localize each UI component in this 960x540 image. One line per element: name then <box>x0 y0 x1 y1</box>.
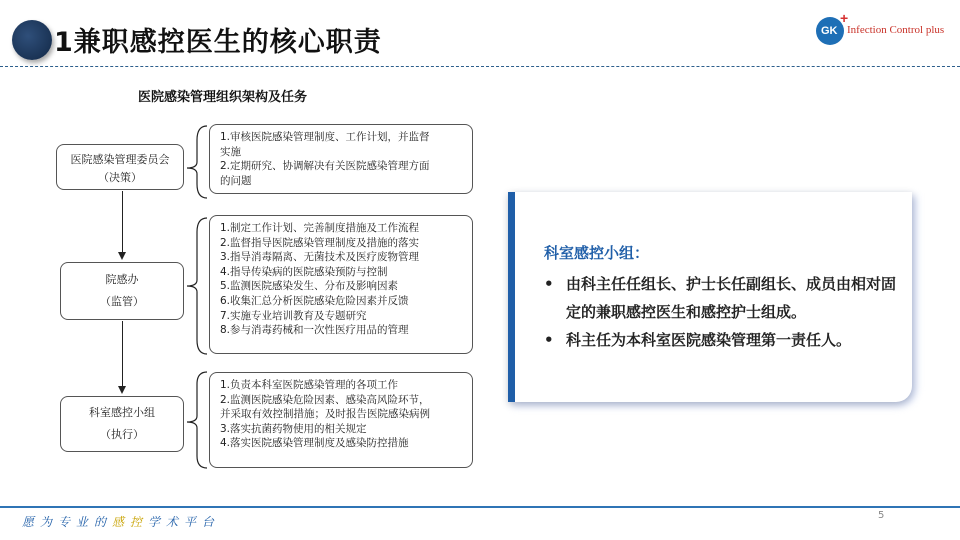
list-item <box>544 326 904 354</box>
task-line: 2.定期研究、协调解决有关医院感染管理方面 <box>220 160 430 173</box>
slogan-highlight: 感控 <box>112 515 149 529</box>
node-infection-office <box>60 262 184 320</box>
footer-slogan <box>22 513 220 530</box>
task-line: 8.参与消毒药械和一次性医疗用品的管理 <box>220 324 409 337</box>
page-title: 1兼职感控医生的核心职责 <box>54 27 382 58</box>
node-label: 科室感控小组 <box>89 406 155 419</box>
brace-icon <box>187 126 207 198</box>
bullet-icon: • <box>544 331 554 349</box>
task-line: 6.收集汇总分析医院感染危险因素并反馈 <box>220 294 409 307</box>
task-line: 3.落实抗菌药物使用的相关规定 <box>220 422 367 435</box>
connector-line <box>122 191 123 253</box>
task-line: 7.实施专业培训教育及专题研究 <box>220 309 367 322</box>
arrow-down-icon <box>118 386 126 394</box>
brace-icon <box>187 372 207 468</box>
task-box-committee <box>209 124 473 194</box>
node-committee <box>56 144 184 190</box>
brand-logo <box>814 10 954 50</box>
logo-text: Infection Control plus <box>847 24 945 36</box>
task-line: 3.指导消毒隔离、无菌技术及医疗废物管理 <box>220 251 420 264</box>
list-item <box>544 270 904 326</box>
task-line: 的问题 <box>220 174 252 187</box>
task-line: 4.落实医院感染管理制度及感染防控措施 <box>220 437 409 450</box>
node-label: 院感办 <box>105 273 139 286</box>
node-label: 医院感染管理委员会 <box>70 153 170 166</box>
connector-line <box>122 321 123 386</box>
task-line: 5.监测医院感染发生、分布及影响因素 <box>220 280 399 293</box>
header-divider <box>0 66 960 67</box>
logo-plus: + <box>840 10 849 26</box>
task-box-dept <box>209 372 473 468</box>
title-bullet-circle <box>12 20 52 60</box>
node-dept-team <box>60 396 184 452</box>
arrow-down-icon <box>118 252 126 260</box>
task-line: 4.指导传染病的医院感染预防与控制 <box>220 265 388 278</box>
brace-connectors <box>185 120 211 470</box>
list-item-text: 科主任为本科室医院感染管理第一责任人。 <box>566 331 852 349</box>
brace-icon <box>187 218 207 354</box>
node-role: （执行） <box>100 428 144 441</box>
logo-mark: GK <box>821 25 838 37</box>
slogan-part: 学术平台 <box>148 515 221 529</box>
task-line: 1.制定工作计划、完善制度措施及工作流程 <box>220 222 420 234</box>
task-line: 实施 <box>220 145 241 158</box>
slogan-part: 愿为专业的 <box>22 515 113 529</box>
task-line: 1.审核医院感染管理制度、工作计划，并监督 <box>220 131 430 143</box>
chart-title: 医院感染管理组织架构及任务 <box>138 90 308 105</box>
task-line: 2.监测医院感染危险因素、感染高风险环节， <box>220 393 430 406</box>
task-line: 并采取有效控制措施；及时报告医院感染病例 <box>220 408 430 421</box>
footer-divider <box>0 506 960 508</box>
list-item-text: 由科主任任组长、护士长任副组长、成员由相对固定的兼职感控医生和感控护士组成。 <box>566 275 897 321</box>
node-role: （监管） <box>100 295 144 308</box>
card-heading: 科室感控小组： <box>544 244 650 262</box>
task-line: 2.监督指导医院感染管理制度及措施的落实 <box>220 236 420 249</box>
task-line: 1.负责本科室医院感染管理的各项工作 <box>220 379 399 391</box>
bullet-icon: • <box>544 275 554 293</box>
info-card <box>508 192 912 402</box>
card-bullet-list <box>544 270 904 354</box>
card-accent-bar <box>508 192 515 402</box>
task-box-office <box>209 215 473 354</box>
node-role: （决策） <box>98 171 142 184</box>
page-number: 5 <box>878 510 885 521</box>
